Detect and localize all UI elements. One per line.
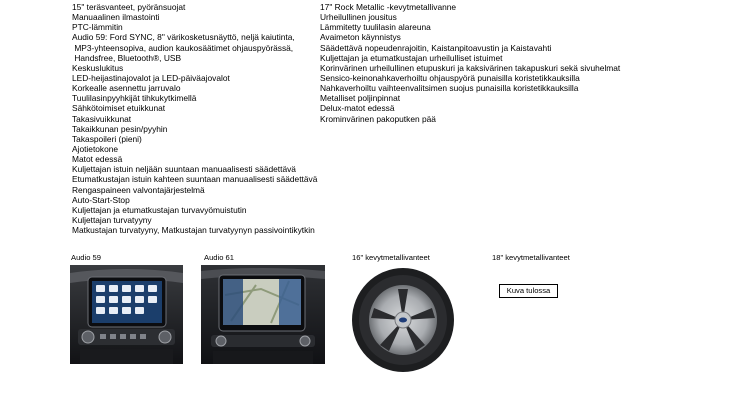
wheel18-caption: 18" kevytmetallivanteet [492, 253, 570, 262]
feature-item: Rengaspaineen valvontajärjestelmä [72, 184, 205, 195]
feature-item: LED-heijastinajovalot ja LED-päiväajovalot [72, 72, 230, 83]
feature-item: Takaspoileri (pieni) [72, 133, 142, 144]
feature-item: Nahkaverhoiltu vaihteenvalitsimen suojus punaisilla koristetikkauksilla [320, 83, 579, 94]
feature-item: Korinvärinen urheilullinen etupuskuri ja kaksivärinen takapuskuri sekä sivuhelmat [320, 62, 621, 73]
feature-item: Metalliset poljinpinnat [320, 93, 401, 104]
feature-item: Kuljettajan istuin neljään suuntaan manuaalisesti säädettävä [72, 164, 296, 175]
feature-item: Sensico-keinonahkaverhoiltu ohjauspyörä punaisilla koristetikkauksilla [320, 72, 580, 83]
feature-item: Krominvärinen pakoputken pää [320, 113, 436, 124]
feature-item: Kuljettajan ja etumatkustajan urheilulliset istuimet [320, 52, 503, 63]
feature-item: Delux-matot edessä [320, 103, 395, 114]
feature-item: Etumatkustajan istuin kahteen suuntaan manuaalisesti säädettävä [72, 174, 318, 185]
wheel16-caption: 16" kevytmetallivanteet [352, 253, 430, 262]
feature-item: Takasivuikkunat [72, 113, 132, 124]
feature-item: Matot edessä [72, 154, 123, 165]
feature-item: Manuaalinen ilmastointi [72, 12, 160, 23]
feature-item: Lämmitetty tuulilasin alareuna [320, 22, 431, 33]
audio59-caption: Audio 59 [71, 253, 101, 262]
feature-list-left [72, 2, 317, 235]
feature-item: Handsfree, Bluetooth®, USB [72, 52, 182, 63]
feature-item: Urheilullinen jousitus [320, 12, 397, 23]
wheel16-image [351, 267, 455, 373]
feature-item: Kuljettajan ja etumatkustajan turvavyömuistutin [72, 204, 247, 215]
audio59-image [70, 265, 183, 364]
feature-list-right [320, 2, 620, 124]
image-coming-button[interactable]: Kuva tulossa [499, 284, 558, 298]
feature-item: Avaimeton käynnistys [320, 32, 401, 43]
feature-item: Keskuslukitus [72, 62, 124, 73]
feature-item: PTC-lämmitin [72, 22, 123, 33]
feature-item: Matkustajan turvatyyny, Matkustajan turvatyynyn passivointikytkin [72, 225, 315, 236]
feature-item: Tuulilasinpyyhkijät tihkukytkimellä [72, 93, 197, 104]
feature-item: 17" Rock Metallic -kevytmetallivanne [320, 2, 457, 12]
feature-item: Korkealle asennettu jarruvalo [72, 83, 181, 94]
feature-item: Kuljettajan turvatyyny [72, 214, 152, 225]
feature-item: Auto-Start-Stop [72, 194, 130, 205]
feature-item: Sähkötoimiset etuikkunat [72, 103, 166, 114]
feature-item: MP3-yhteensopiva, audion kaukosäätimet ohjauspyörässä, [72, 42, 294, 53]
feature-item: Takaikkunan pesin/pyyhin [72, 123, 168, 134]
feature-item: Säädettävä nopeudenrajoitin, Kaistanpitoavustin ja Kaistavahti [320, 42, 552, 53]
feature-item: Ajotietokone [72, 143, 119, 154]
audio61-image [201, 265, 325, 364]
audio61-caption: Audio 61 [204, 253, 234, 262]
feature-item: 15" teräsvanteet, pyöränsuojat [72, 2, 186, 12]
feature-item: Audio 59: Ford SYNC, 8" värikosketusnäyttö, neljä kaiutinta, [72, 32, 295, 43]
